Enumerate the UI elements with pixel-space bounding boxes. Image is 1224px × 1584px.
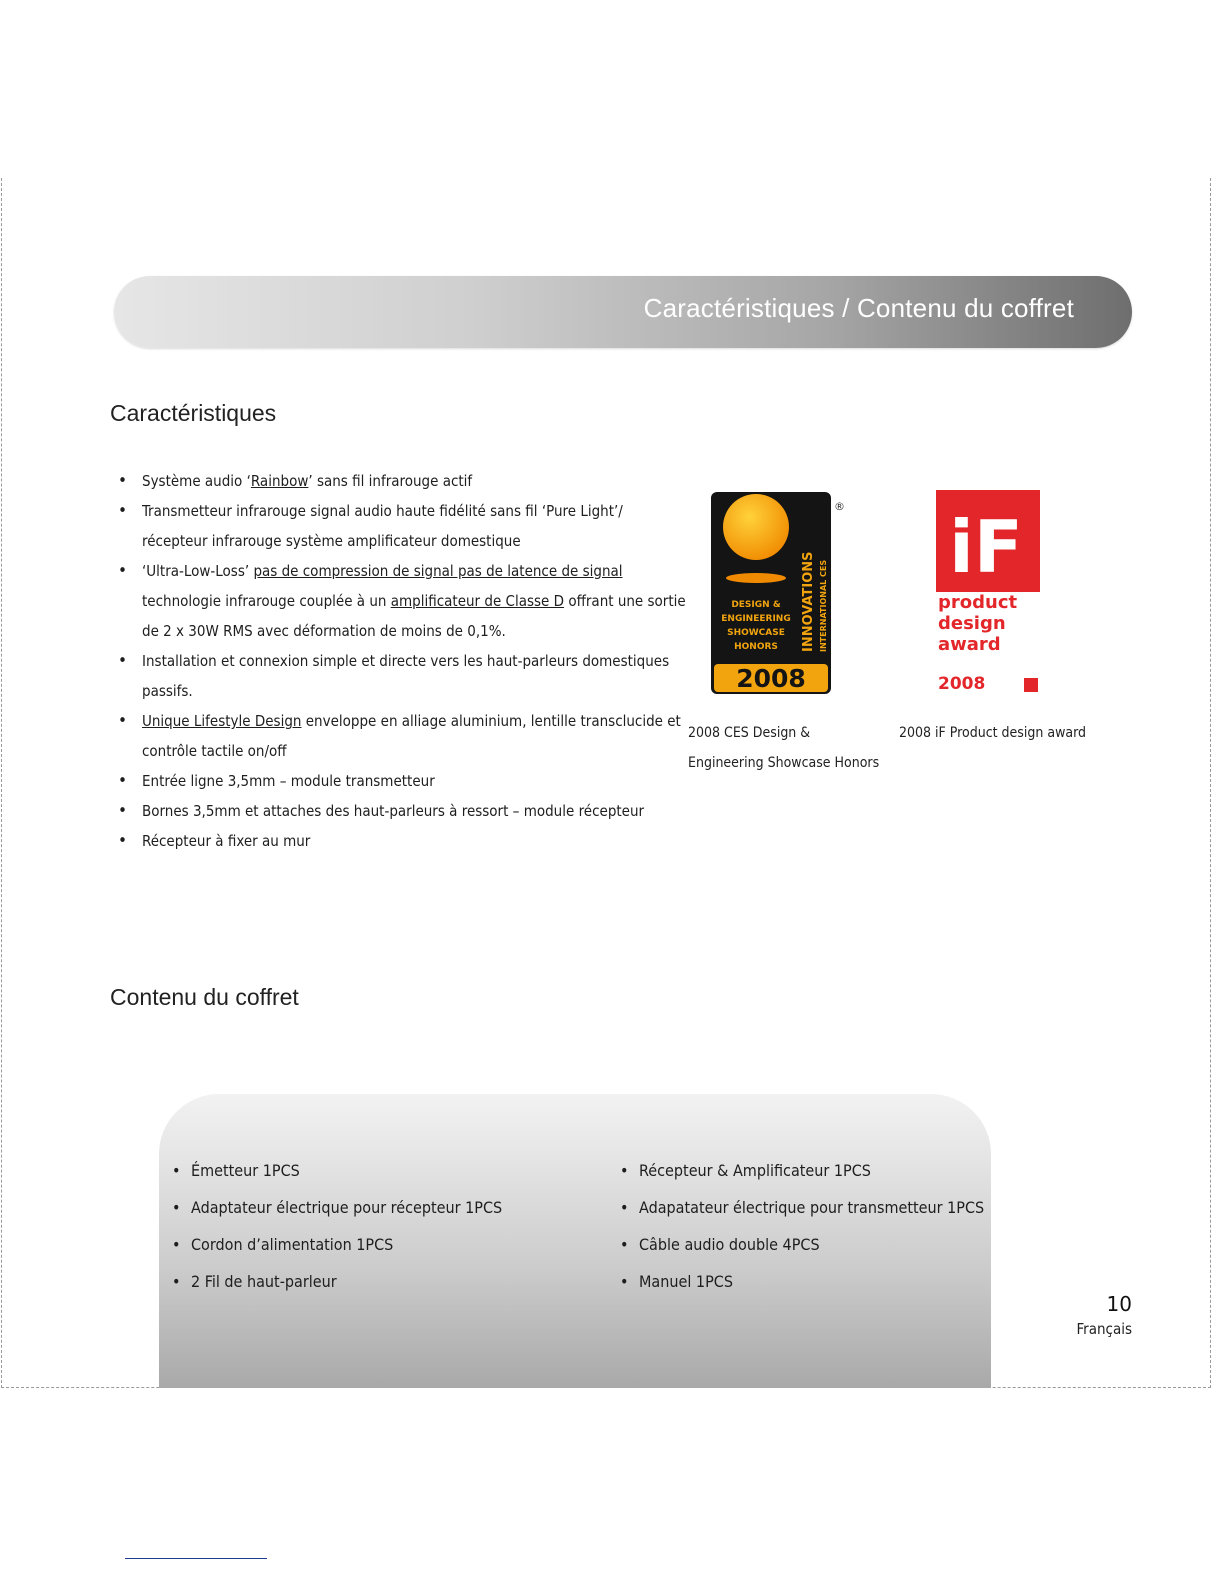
if-square-mark <box>1024 678 1038 692</box>
title-banner <box>114 276 1132 348</box>
ces-innovations-badge <box>711 492 831 694</box>
if-award-caption: 2008 iF Product design award <box>899 725 1087 741</box>
if-year: 2008 <box>938 674 986 694</box>
ces-honors-line: SHOWCASE <box>727 628 785 638</box>
no-compression-term: pas de compression de signal pas de latence de signal <box>253 562 623 580</box>
list-item: • Entrée ligne 3,5mm – module transmetteur <box>118 766 688 796</box>
list-item: • Bornes 3,5mm et attaches des haut-parleurs à ressort – module récepteur <box>118 796 688 826</box>
if-logo-text: iF <box>949 505 1023 589</box>
ces-honors-line: HONORS <box>734 642 778 652</box>
if-award-text: product design award <box>938 592 1018 655</box>
list-item: • Transmetteur infrarouge signal audio haute fidélité sans fil ‘Pure Light’/ récepteur infrarouge système amplificateur domestique <box>118 496 688 556</box>
list-item: • 2 Fil de haut-parleur <box>172 1263 502 1300</box>
ces-honors-line: ENGINEERING <box>721 614 791 624</box>
ces-honors-line: DESIGN & <box>731 600 781 610</box>
contents-heading: Contenu du coffret <box>110 984 299 1010</box>
list-item: • Installation et connexion simple et directe vers les haut-parleurs domestiques passifs. <box>118 646 688 706</box>
ces-award-caption: 2008 CES Design & Engineering Showcase Honors <box>688 725 880 771</box>
list-item: • ‘Ultra-Low-Loss’ pas de compression de signal pas de latence de signal technologie infrarouge couplée à un amplificateur de Classe D offrant une sortie de 2 x 30W RMS avec déformation de moins de 0,1%. <box>118 556 688 646</box>
list-item: • Adapatateur électrique pour transmetteur 1PCS <box>620 1189 984 1226</box>
list-item: • Récepteur & Amplificateur 1PCS <box>620 1152 984 1189</box>
list-item: • Manuel 1PCS <box>620 1263 984 1300</box>
list-item: • Unique Lifestyle Design enveloppe en alliage aluminium, lentille transclucide et contrôle tactile on/off <box>118 706 688 766</box>
footnote-divider <box>125 1558 267 1559</box>
contents-list-right <box>620 1152 984 1300</box>
if-design-award-badge <box>936 490 1042 700</box>
class-d-term: amplificateur de Classe D <box>390 592 565 610</box>
page-language: Français <box>1076 1320 1132 1338</box>
contents-list-left <box>172 1152 502 1300</box>
lifestyle-design-term: Unique Lifestyle Design <box>142 712 302 730</box>
list-item: • Câble audio double 4PCS <box>620 1226 984 1263</box>
ces-sun-icon <box>723 494 789 560</box>
list-item: • Récepteur à fixer au mur <box>118 826 688 856</box>
page-title: Caractéristiques / Contenu du coffret <box>643 293 1074 323</box>
list-item: • Adaptateur électrique pour récepteur 1PCS <box>172 1189 502 1226</box>
rainbow-term: Rainbow <box>250 472 309 490</box>
features-heading: Caractéristiques <box>110 400 277 426</box>
page-number: 10 <box>1106 1292 1132 1316</box>
list-item: • Émetteur 1PCS <box>172 1152 502 1189</box>
ces-vertical-sub: INTERNATIONAL CES <box>819 559 828 652</box>
list-item: • Système audio ‘Rainbow’ sans fil infrarouge actif <box>118 466 688 496</box>
ces-year: 2008 <box>736 664 806 693</box>
registered-mark: ® <box>834 500 845 513</box>
features-list <box>118 466 688 856</box>
ces-vertical-main: INNOVATIONS <box>801 551 816 652</box>
list-item: • Cordon d’alimentation 1PCS <box>172 1226 502 1263</box>
if-logo-block <box>936 490 1040 592</box>
